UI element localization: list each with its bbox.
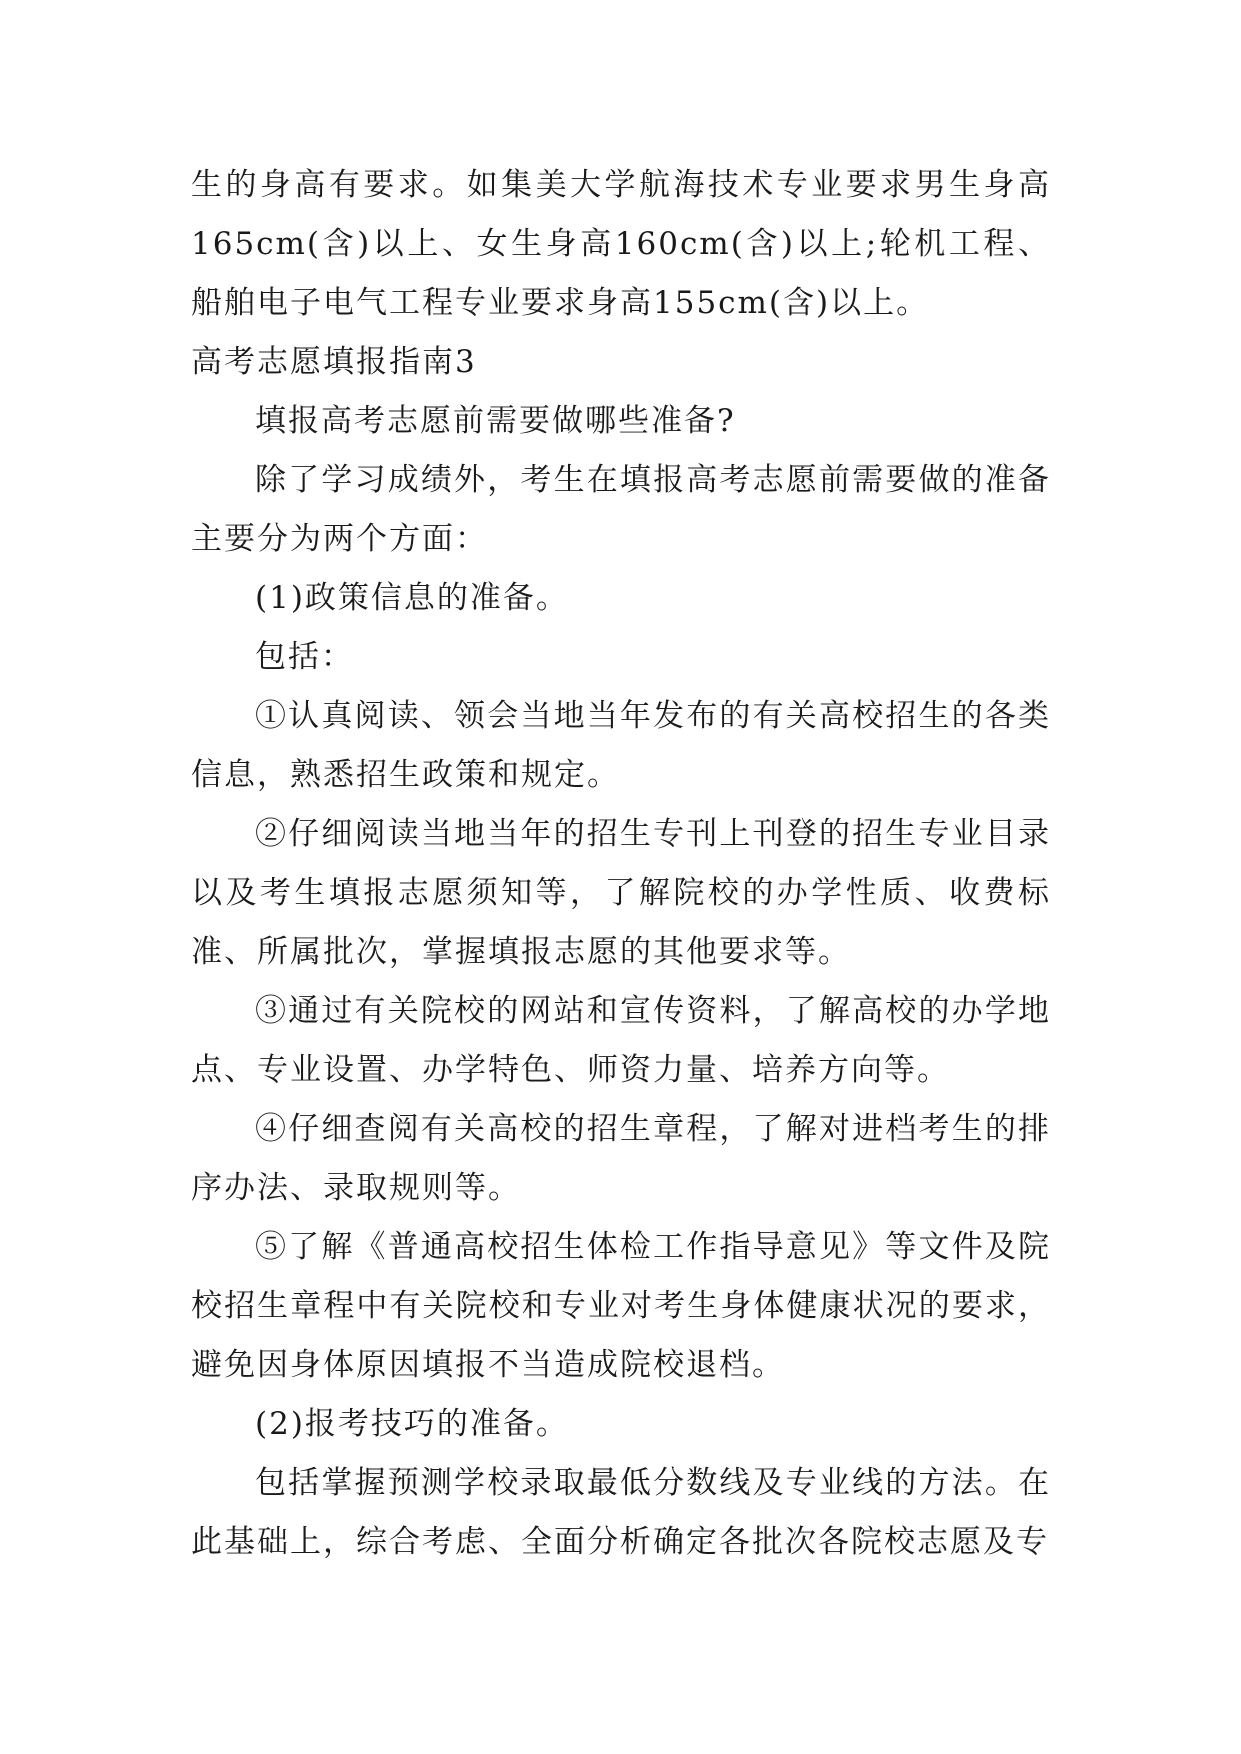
section-heading: 高考志愿填报指南3 bbox=[191, 344, 477, 380]
paragraph-skills-heading: (2)报考技巧的准备。 bbox=[255, 1406, 569, 1442]
document-body bbox=[191, 156, 1051, 1572]
list-item-2: ②仔细阅读当地当年的招生专刊上刊登的招生专业目录以及考生填报志愿须知等，了解院校的办学性质、收费标准、所属批次，掌握填报志愿的其他要求等。 bbox=[191, 816, 1051, 970]
paragraph-question: 填报高考志愿前需要做哪些准备? bbox=[255, 403, 736, 439]
paragraph-intro: 除了学习成绩外，考生在填报高考志愿前需要做的准备主要分为两个方面： bbox=[191, 462, 1051, 557]
list-item-5: ⑤了解《普通高校招生体检工作指导意见》等文件及院校招生章程中有关院校和专业对考生身体健康状况的要求，避免因身体原因填报不当造成院校退档。 bbox=[191, 1229, 1051, 1383]
paragraph-height-requirements: 生的身高有要求。如集美大学航海技术专业要求男生身高165cm(含)以上、女生身高160cm(含)以上;轮机工程、船舶电子电气工程专业要求身高155cm(含)以上。 bbox=[191, 167, 1051, 321]
paragraph-includes: 包括： bbox=[255, 639, 354, 675]
list-item-1: ①认真阅读、领会当地当年发布的有关高校招生的各类信息，熟悉招生政策和规定。 bbox=[191, 698, 1051, 793]
list-item-3: ③通过有关院校的网站和宣传资料，了解高校的办学地点、专业设置、办学特色、师资力量、培养方向等。 bbox=[191, 993, 1051, 1088]
paragraph-policy-heading: (1)政策信息的准备。 bbox=[255, 580, 569, 616]
list-item-4: ④仔细查阅有关高校的招生章程，了解对进档考生的排序办法、录取规则等。 bbox=[191, 1111, 1051, 1206]
paragraph-skills-body: 包括掌握预测学校录取最低分数线及专业线的方法。在此基础上，综合考虑、全面分析确定各批次各院校志愿及专 bbox=[191, 1465, 1051, 1560]
